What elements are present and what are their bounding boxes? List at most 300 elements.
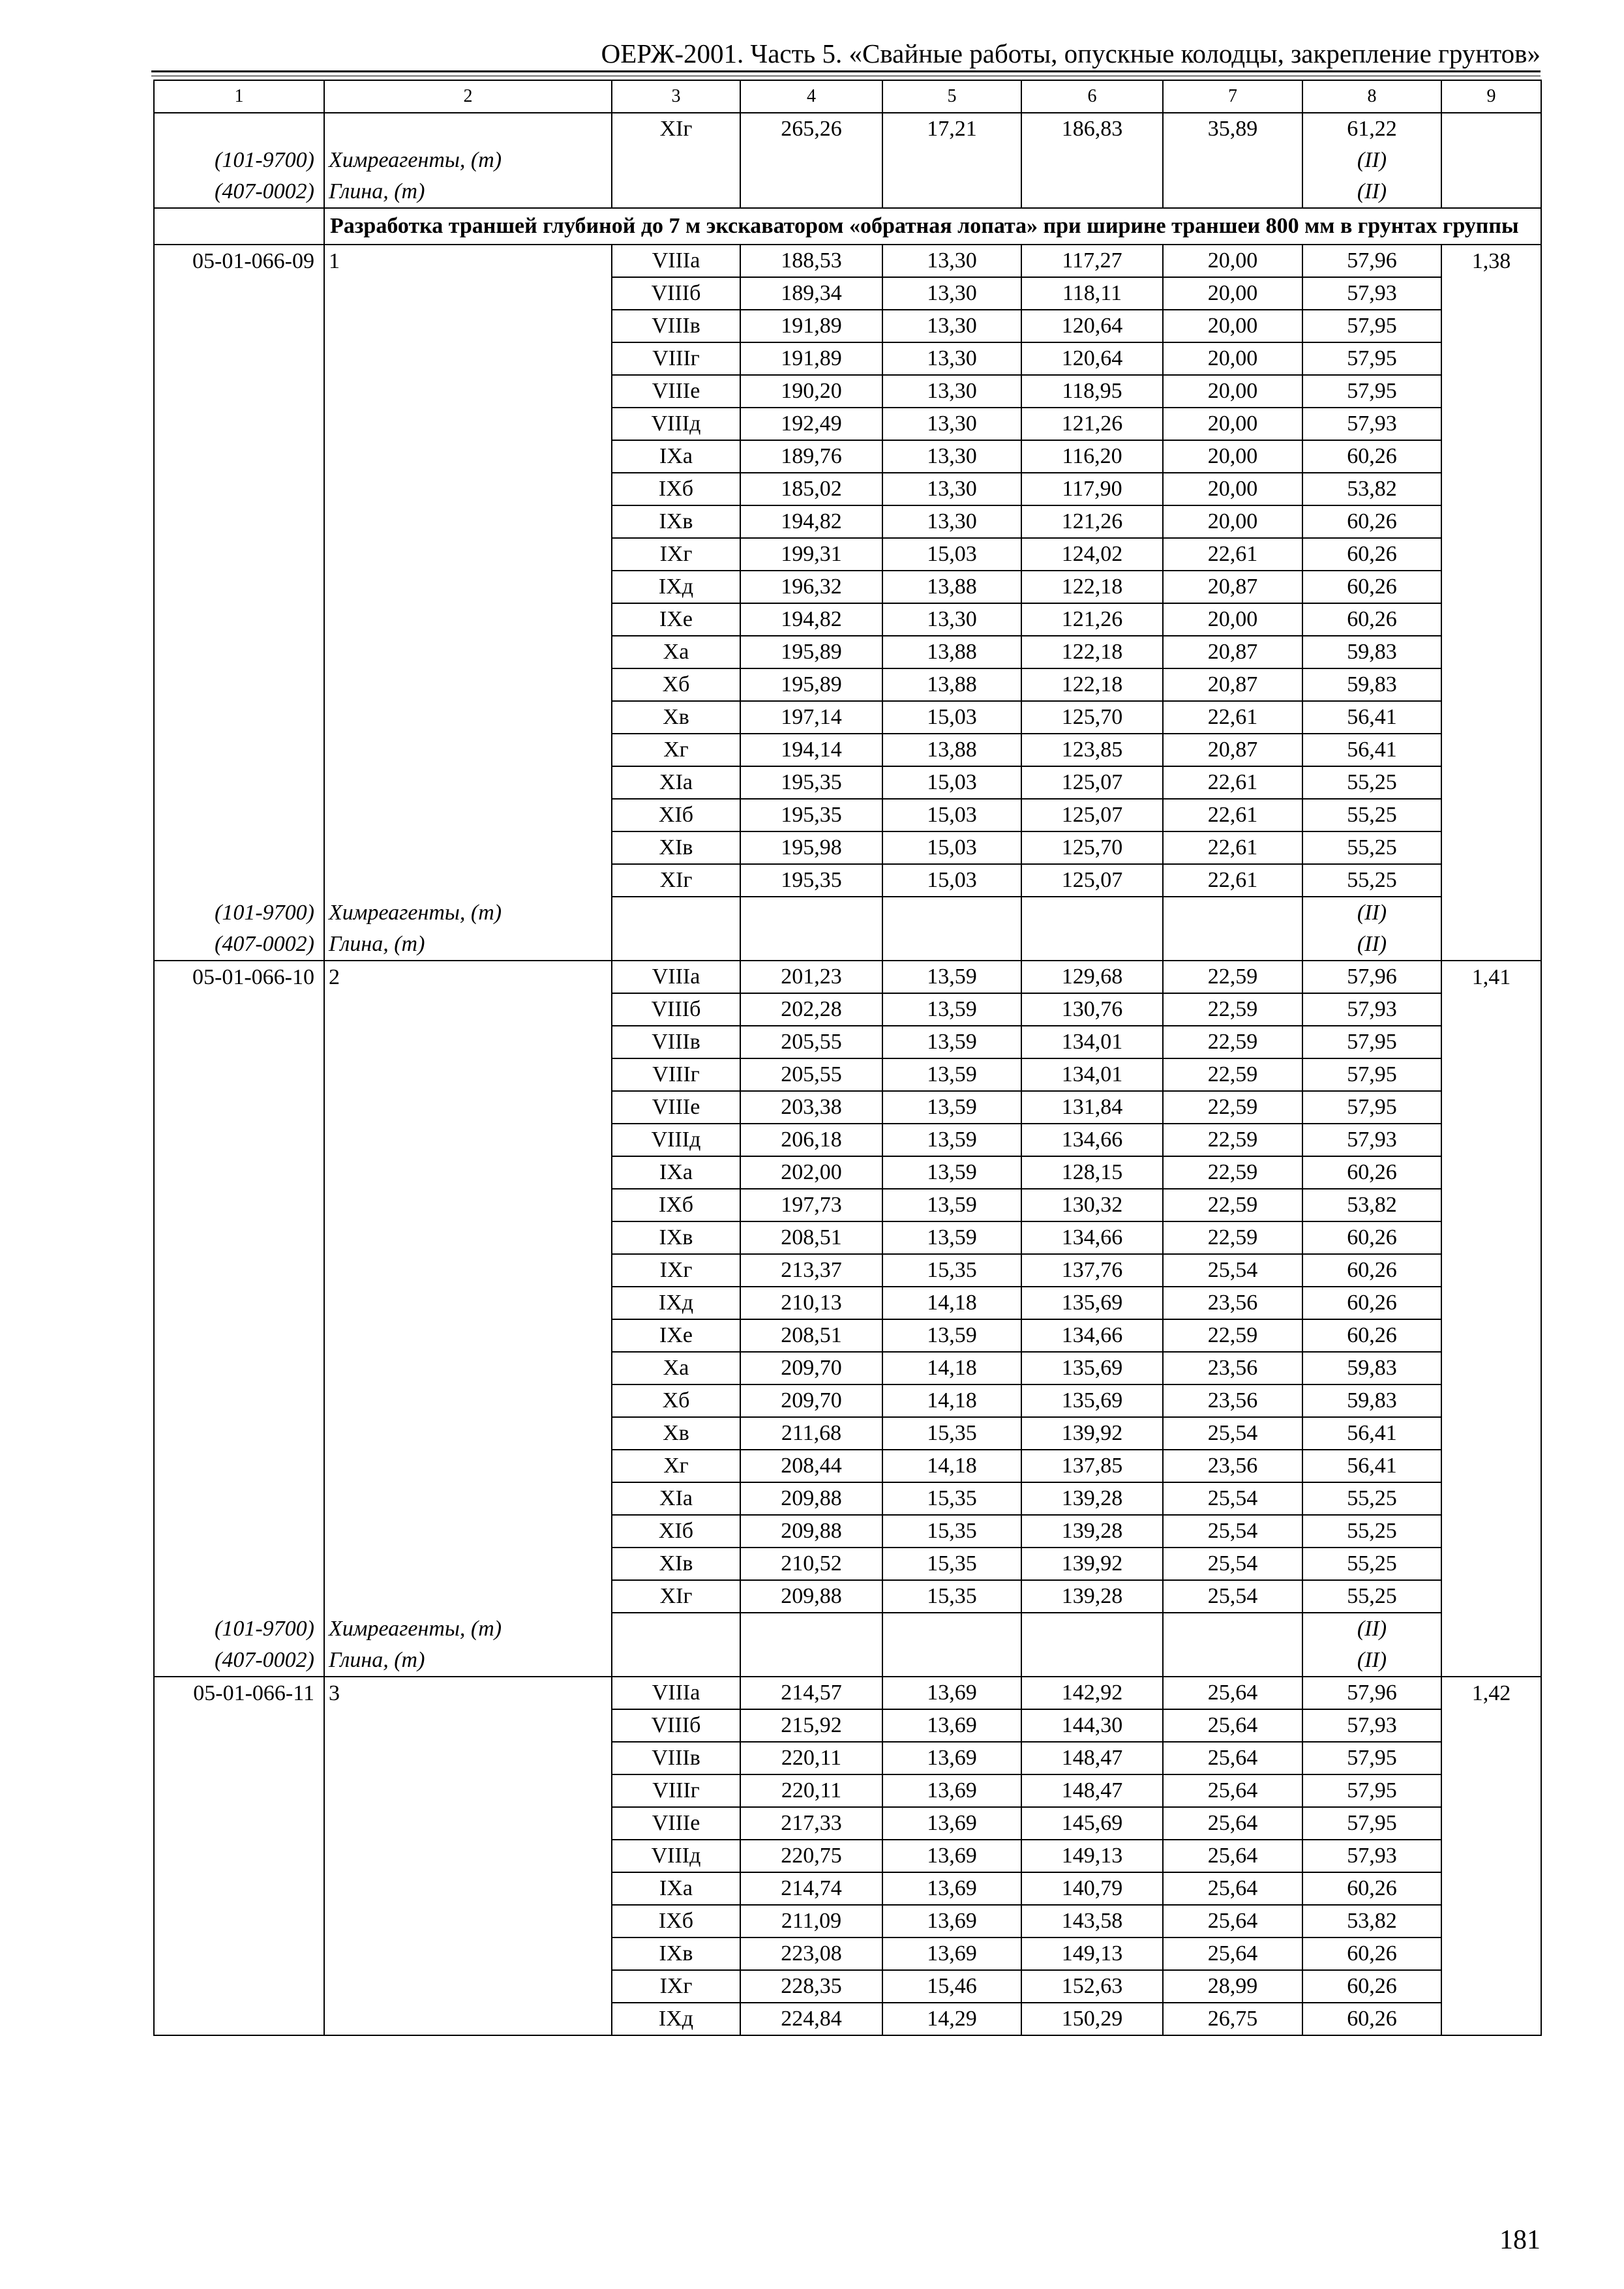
label-cell [324,1417,612,1450]
value-col5: 13,59 [882,1189,1021,1221]
value-col9 [1441,342,1541,375]
value-col6: 142,92 [1021,1677,1163,1709]
value-col9 [1441,1156,1541,1189]
value-col9: 1,41 [1441,961,1541,993]
value-col7: 20,00 [1163,342,1302,375]
value-col4: 192,49 [740,408,882,440]
label-cell [324,342,612,375]
label-cell: 3 [324,1677,612,1709]
value-col7: 22,59 [1163,1058,1302,1091]
label-cell [324,1189,612,1221]
empty-cell [882,176,1021,208]
label-cell [324,993,612,1026]
table-row [154,1774,1541,1807]
value-col5: 13,69 [882,1774,1021,1807]
value-col4: 214,74 [740,1872,882,1905]
soil-group: Xа [612,636,740,668]
note-row [154,929,1541,961]
value-col8: 55,25 [1302,1580,1441,1613]
value-col7: 22,59 [1163,961,1302,993]
code-cell: 05-01-066-09 [154,245,324,277]
label-cell [324,636,612,668]
value-col4: 189,76 [740,440,882,473]
label-cell [324,734,612,766]
value-col8: 57,96 [1302,245,1441,277]
empty-cell [882,1645,1021,1677]
value-col4: 189,34 [740,277,882,310]
soil-group: VIIIа [612,1677,740,1709]
soil-group: VIIIг [612,1774,740,1807]
value-col6: 148,47 [1021,1774,1163,1807]
value-col7: 22,59 [1163,1124,1302,1156]
table-row [154,1677,1541,1709]
value-col7: 35,89 [1163,113,1302,145]
value-col5: 15,03 [882,799,1021,831]
code-cell [154,1580,324,1613]
value-col5: 13,30 [882,603,1021,636]
table-row [154,636,1541,668]
empty-cell [1441,1613,1541,1645]
code-cell [154,375,324,408]
value-col8: 55,25 [1302,864,1441,897]
resource-name: Химреагенты, (т) [324,145,612,176]
value-col8: 60,26 [1302,1970,1441,2003]
value-col9 [1441,2003,1541,2035]
value-col5: 15,35 [882,1548,1021,1580]
value-col8: 60,26 [1302,1254,1441,1287]
table-row [154,342,1541,375]
label-cell [324,1384,612,1417]
code-cell: 05-01-066-10 [154,961,324,993]
column-number: 3 [612,80,740,113]
value-col8: 60,26 [1302,1319,1441,1352]
value-col7: 25,54 [1163,1482,1302,1515]
value-col9 [1441,1091,1541,1124]
resource-unit: (II) [1302,1645,1441,1677]
value-col5: 15,03 [882,831,1021,864]
value-col6: 125,70 [1021,831,1163,864]
soil-group: IXв [612,1937,740,1970]
empty-cell [1441,929,1541,961]
label-cell [324,505,612,538]
value-col6: 134,66 [1021,1319,1163,1352]
value-col7: 20,87 [1163,668,1302,701]
value-col9 [1441,1774,1541,1807]
value-col8: 57,93 [1302,277,1441,310]
value-col7: 22,59 [1163,1091,1302,1124]
table-row [154,1417,1541,1450]
value-col9 [1441,571,1541,603]
value-col5: 15,03 [882,864,1021,897]
value-col9 [1441,1450,1541,1482]
value-col4: 201,23 [740,961,882,993]
value-col4: 210,13 [740,1287,882,1319]
soil-group: VIIIа [612,961,740,993]
code-cell [154,2003,324,2035]
value-col9 [1441,864,1541,897]
value-col7: 22,59 [1163,1156,1302,1189]
empty-cell [882,929,1021,961]
table-row [154,1742,1541,1774]
value-col5: 14,18 [882,1450,1021,1482]
soil-group: VIIIе [612,1091,740,1124]
table-row [154,961,1541,993]
code-cell [154,342,324,375]
empty-cell [1441,897,1541,929]
table-row [154,993,1541,1026]
soil-group: IXв [612,1221,740,1254]
label-cell [324,473,612,505]
value-col8: 57,95 [1302,375,1441,408]
note-row [154,897,1541,929]
value-col4: 191,89 [740,310,882,342]
value-col7: 22,59 [1163,993,1302,1026]
value-col9 [1441,734,1541,766]
label-cell [324,1872,612,1905]
value-col8: 59,83 [1302,1384,1441,1417]
value-col9 [1441,636,1541,668]
table-row [154,310,1541,342]
value-col7: 20,00 [1163,603,1302,636]
soil-group: IXб [612,473,740,505]
table-row [154,1287,1541,1319]
value-col7: 20,00 [1163,245,1302,277]
value-col4: 190,20 [740,375,882,408]
soil-group: Xв [612,701,740,734]
value-col8: 57,93 [1302,1709,1441,1742]
table-row [154,277,1541,310]
table-row [154,571,1541,603]
value-col8: 57,95 [1302,1807,1441,1840]
code-cell [154,799,324,831]
label-cell [324,1254,612,1287]
label-cell [324,1058,612,1091]
resource-unit: (II) [1302,145,1441,176]
note-row [154,1645,1541,1677]
label-cell [324,864,612,897]
value-col5: 15,03 [882,701,1021,734]
value-col7: 25,64 [1163,1807,1302,1840]
soil-group: Xа [612,1352,740,1384]
code-cell [154,310,324,342]
value-col8: 57,95 [1302,1058,1441,1091]
value-col7: 22,59 [1163,1221,1302,1254]
value-col8: 55,25 [1302,799,1441,831]
value-col6: 125,70 [1021,701,1163,734]
resource-unit: (II) [1302,176,1441,208]
code-cell [154,277,324,310]
soil-group: XIб [612,1515,740,1548]
value-col6: 134,66 [1021,1221,1163,1254]
table-row [154,440,1541,473]
table-row [154,1319,1541,1352]
value-col7: 25,64 [1163,1742,1302,1774]
label-cell [324,1709,612,1742]
value-col6: 135,69 [1021,1352,1163,1384]
code-cell [154,603,324,636]
table-row [154,864,1541,897]
value-col6: 129,68 [1021,961,1163,993]
soil-group: IXд [612,1287,740,1319]
soil-group: IXб [612,1189,740,1221]
resource-code: (101-9700) [154,1613,324,1645]
empty-cell [1163,897,1302,929]
note-row [154,1613,1541,1645]
empty-cell [740,176,882,208]
value-col4: 202,28 [740,993,882,1026]
value-col8: 57,93 [1302,993,1441,1026]
value-col8: 56,41 [1302,734,1441,766]
label-cell [324,603,612,636]
soil-group: XIа [612,1482,740,1515]
value-col4: 220,11 [740,1742,882,1774]
empty-cell [1163,929,1302,961]
label-cell [324,1548,612,1580]
empty-cell [612,1645,740,1677]
value-col6: 135,69 [1021,1384,1163,1417]
value-col9 [1441,1482,1541,1515]
value-col9 [1441,538,1541,571]
value-col9: 1,38 [1441,245,1541,277]
value-col6: 135,69 [1021,1287,1163,1319]
empty-cell [612,176,740,208]
code-cell [154,473,324,505]
value-col8: 59,83 [1302,668,1441,701]
soil-group: IXа [612,440,740,473]
value-col8: 55,25 [1302,1548,1441,1580]
table-row [154,1254,1541,1287]
code-cell [154,1417,324,1450]
value-col6: 118,11 [1021,277,1163,310]
code-cell [154,1482,324,1515]
empty-cell [740,929,882,961]
resource-name: Глина, (т) [324,929,612,961]
value-col6: 139,28 [1021,1580,1163,1613]
value-col7: 28,99 [1163,1970,1302,2003]
empty-cell [882,1613,1021,1645]
value-col9 [1441,277,1541,310]
value-col4: 205,55 [740,1058,882,1091]
value-col6: 130,76 [1021,993,1163,1026]
table-row [154,505,1541,538]
code-cell [154,1515,324,1548]
value-col7: 23,56 [1163,1352,1302,1384]
value-col9 [1441,1807,1541,1840]
label-cell [324,538,612,571]
soil-group: VIIIв [612,1026,740,1058]
resource-unit: (II) [1302,897,1441,929]
column-number: 9 [1441,80,1541,113]
table-row [154,473,1541,505]
value-col6: 130,32 [1021,1189,1163,1221]
value-col6: 137,76 [1021,1254,1163,1287]
value-col9 [1441,1937,1541,1970]
table-row [154,734,1541,766]
table-row [154,1840,1541,1872]
value-col5: 13,59 [882,1156,1021,1189]
value-col6: 125,07 [1021,766,1163,799]
value-col5: 13,69 [882,1937,1021,1970]
soil-group: Xг [612,1450,740,1482]
label-cell [324,766,612,799]
value-col9 [1441,310,1541,342]
value-col6: 140,79 [1021,1872,1163,1905]
value-col4: 208,51 [740,1319,882,1352]
soil-group: IXа [612,1156,740,1189]
value-col4: 224,84 [740,2003,882,2035]
value-col4: 208,44 [740,1450,882,1482]
soil-group: IXд [612,2003,740,2035]
value-col9 [1441,701,1541,734]
value-col8: 55,25 [1302,1482,1441,1515]
soil-group: Xб [612,1384,740,1417]
soil-group: XIг [612,864,740,897]
value-col4: 209,88 [740,1580,882,1613]
value-col7: 20,00 [1163,310,1302,342]
soil-group: XIв [612,831,740,864]
code-cell [154,1352,324,1384]
value-col8: 60,26 [1302,1156,1441,1189]
value-col9 [1441,440,1541,473]
column-number: 1 [154,80,324,113]
column-number: 2 [324,80,612,113]
code-cell [154,571,324,603]
label-cell [324,2003,612,2035]
soil-group: IXг [612,1970,740,2003]
value-col9 [1441,799,1541,831]
value-col8: 57,93 [1302,1124,1441,1156]
resource-code: (407-0002) [154,176,324,208]
value-col7: 22,59 [1163,1189,1302,1221]
code-cell [154,505,324,538]
value-col4: 228,35 [740,1970,882,2003]
code-cell [154,701,324,734]
value-col6: 139,28 [1021,1482,1163,1515]
table-row [154,113,1541,145]
soil-group: IXе [612,1319,740,1352]
value-col9 [1441,1221,1541,1254]
value-col7: 25,64 [1163,1905,1302,1937]
value-col5: 13,88 [882,571,1021,603]
value-col7: 25,64 [1163,1709,1302,1742]
value-col5: 13,30 [882,310,1021,342]
value-col6: 134,01 [1021,1026,1163,1058]
table-row [154,1515,1541,1548]
value-col8: 57,96 [1302,961,1441,993]
table-row [154,1058,1541,1091]
value-col7: 25,54 [1163,1515,1302,1548]
value-col9 [1441,993,1541,1026]
resource-unit: (II) [1302,1613,1441,1645]
value-col4: 265,26 [740,113,882,145]
value-col4: 211,09 [740,1905,882,1937]
value-col6: 134,01 [1021,1058,1163,1091]
code-cell [154,668,324,701]
empty-cell [1021,1613,1163,1645]
value-col9 [1441,1124,1541,1156]
value-col7: 20,00 [1163,375,1302,408]
value-col5: 13,69 [882,1905,1021,1937]
value-col4: 195,35 [740,799,882,831]
value-col5: 13,88 [882,734,1021,766]
label-cell [324,277,612,310]
label-cell [324,408,612,440]
value-col4: 209,70 [740,1352,882,1384]
value-col7: 22,59 [1163,1026,1302,1058]
label-cell [324,1937,612,1970]
empty-cell [882,897,1021,929]
value-col6: 117,90 [1021,473,1163,505]
value-col5: 13,59 [882,961,1021,993]
value-col8: 53,82 [1302,1189,1441,1221]
code-cell [154,440,324,473]
label-cell [324,1091,612,1124]
value-col7: 25,54 [1163,1548,1302,1580]
value-col5: 13,69 [882,1872,1021,1905]
value-col9 [1441,1515,1541,1548]
value-col9 [1441,766,1541,799]
value-col4: 217,33 [740,1807,882,1840]
value-col6: 143,58 [1021,1905,1163,1937]
table-row [154,1482,1541,1515]
value-col6: 139,28 [1021,1515,1163,1548]
soil-group: VIIIд [612,1124,740,1156]
value-col8: 53,82 [1302,1905,1441,1937]
value-col7: 22,61 [1163,799,1302,831]
table-row [154,2003,1541,2035]
soil-group: IXа [612,1872,740,1905]
value-col5: 14,18 [882,1384,1021,1417]
table-row [154,375,1541,408]
value-col7: 20,00 [1163,408,1302,440]
empty-cell [612,145,740,176]
resource-name: Глина, (т) [324,1645,612,1677]
value-col5: 13,30 [882,245,1021,277]
label-cell [324,310,612,342]
value-col6: 125,07 [1021,864,1163,897]
empty-cell [740,145,882,176]
table-row [154,1905,1541,1937]
value-col5: 13,30 [882,473,1021,505]
value-col4: 199,31 [740,538,882,571]
value-col5: 17,21 [882,113,1021,145]
value-col5: 13,30 [882,408,1021,440]
resource-code: (101-9700) [154,145,324,176]
code-cell [154,1254,324,1287]
table-row [154,1872,1541,1905]
value-col6: 125,07 [1021,799,1163,831]
value-col4: 215,92 [740,1709,882,1742]
value-col4: 209,88 [740,1515,882,1548]
table-row [154,1124,1541,1156]
value-col8: 59,83 [1302,1352,1441,1384]
table-row [154,1807,1541,1840]
empty-cell [1163,1613,1302,1645]
empty-cell [1021,929,1163,961]
value-col9 [1441,1905,1541,1937]
soil-group: IXв [612,505,740,538]
label-cell [324,1515,612,1548]
soil-group: Xв [612,1417,740,1450]
table-row [154,1384,1541,1417]
value-col4: 195,89 [740,636,882,668]
resource-code: (407-0002) [154,1645,324,1677]
soil-group: IXг [612,1254,740,1287]
label-cell [324,1970,612,2003]
value-col7: 25,54 [1163,1417,1302,1450]
value-col9 [1441,473,1541,505]
value-col8: 57,95 [1302,310,1441,342]
